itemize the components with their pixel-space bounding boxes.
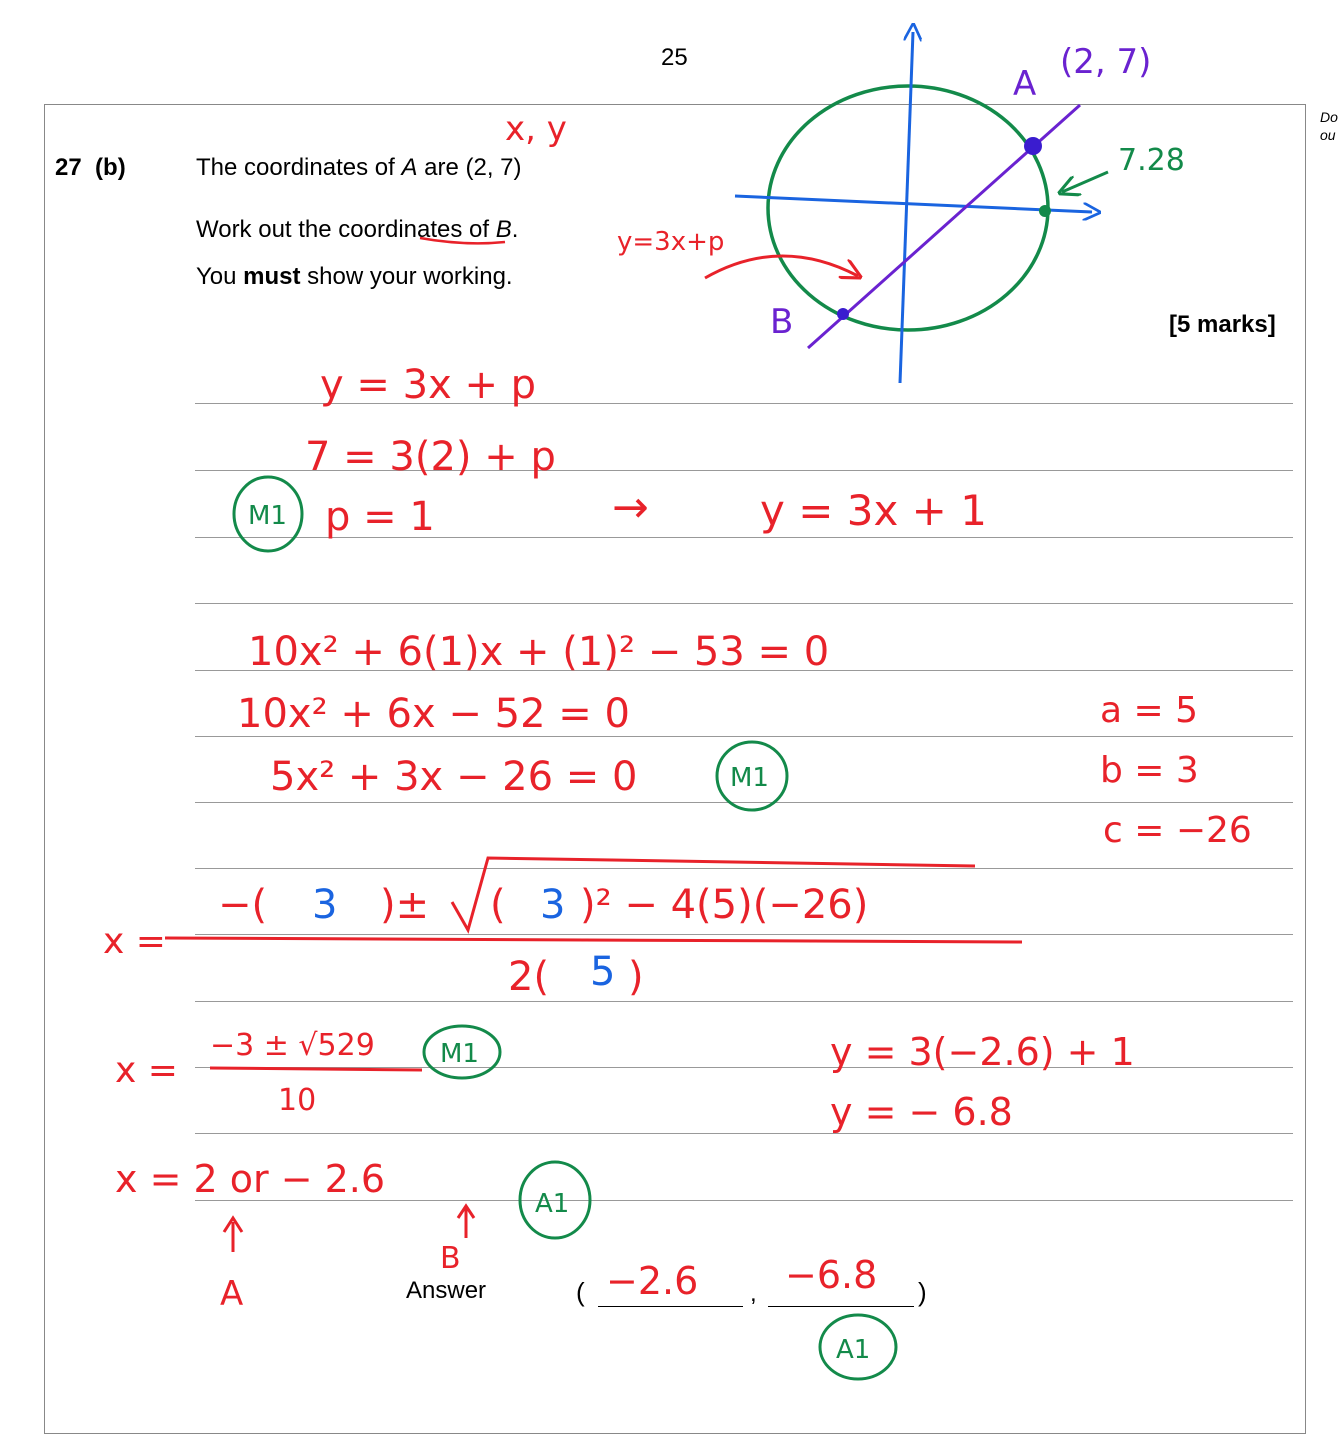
label-a-coords: (2, 7) — [1060, 42, 1152, 82]
qf-neg: −( — [218, 882, 268, 928]
page-number: 25 — [661, 44, 688, 71]
y-line-1: y = 3(−2.6) + 1 — [830, 1030, 1135, 1074]
point-b-dot — [837, 308, 849, 320]
qf-open: ( — [490, 882, 506, 928]
work-line-3b: y = 3x + 1 — [760, 486, 987, 535]
q2-post: . — [511, 216, 519, 243]
work-line-1: y = 3x + p — [320, 362, 537, 408]
work-line-6: 5x² + 3x − 26 = 0 — [270, 754, 638, 800]
answer-comma: , — [750, 1280, 757, 1307]
answer-x-value: −2.6 — [606, 1259, 699, 1303]
answer-label: Answer — [406, 1277, 487, 1304]
qf-pm: )± — [380, 882, 430, 928]
xy-note: x, y — [505, 109, 567, 149]
answer-open-paren: ( — [576, 1277, 585, 1307]
q2-var: B — [495, 216, 512, 243]
marks-label: [5 marks] — [1169, 311, 1276, 338]
mark-a1: A1 — [535, 1189, 570, 1219]
qf-fraction-bar — [165, 938, 1022, 942]
qf-3a: 3 — [312, 882, 338, 928]
margin-note-line2: ou — [1320, 127, 1336, 143]
qf-den1: 2( — [508, 954, 550, 1000]
answer-y-value: −6.8 — [785, 1253, 878, 1297]
qf-x: x = — [103, 921, 166, 962]
mark-m1: M1 — [248, 501, 287, 531]
q1-pre: The coordinates of — [196, 154, 402, 181]
margin-note-line1: Do — [1320, 109, 1338, 125]
mark-a1: A1 — [836, 1335, 871, 1365]
work-line-5: 10x² + 6x − 52 = 0 — [237, 691, 630, 737]
question-part: (b) — [95, 154, 126, 181]
qf-den5: 5 — [590, 949, 616, 995]
work-line-3: p = 1 — [325, 494, 435, 540]
label-a: A — [1013, 64, 1037, 104]
coef-b: b = 3 — [1100, 750, 1199, 791]
question-number-value: 27 — [55, 154, 82, 181]
qf-rest: )² − 4(5)(−26) — [580, 882, 869, 928]
coef-a: a = 5 — [1100, 690, 1199, 731]
intercept-label: 7.28 — [1118, 143, 1185, 178]
work-line-4: 10x² + 6(1)x + (1)² − 53 = 0 — [248, 629, 830, 675]
q2-pre: Work out the coordinates of — [196, 216, 496, 243]
annot-a: A — [220, 1274, 244, 1314]
underline-mark — [420, 238, 505, 243]
coef-c: c = −26 — [1103, 810, 1252, 851]
q1-var: A — [401, 154, 418, 181]
work-line-8-x: x = — [115, 1050, 178, 1091]
annot-b: B — [440, 1241, 461, 1276]
q3-post: show your working. — [300, 263, 513, 290]
work-line-8-den: 10 — [278, 1083, 317, 1118]
work-line-2: 7 = 3(2) + p — [305, 434, 556, 480]
x-axis-sketch — [735, 196, 1092, 212]
label-b: B — [770, 302, 794, 342]
mark-m1: M1 — [730, 763, 769, 793]
mark-m1: M1 — [440, 1039, 479, 1069]
q3-pre: You — [196, 263, 244, 290]
work-line-8-num: −3 ± √529 — [210, 1028, 375, 1063]
q3-bold: must — [243, 263, 301, 290]
frac-bar-8 — [210, 1068, 422, 1070]
point-a-dot — [1024, 137, 1042, 155]
work-arrow: → — [612, 482, 649, 533]
q1-post: are (2, 7) — [417, 154, 522, 181]
qf-den2: ) — [628, 954, 644, 1000]
intercept-arrow — [1062, 172, 1108, 192]
y-line-2: y = − 6.8 — [830, 1090, 1013, 1134]
line-eq-label: y=3x+p — [617, 227, 725, 257]
answer-close-paren: ) — [918, 1277, 927, 1307]
qf-3b: 3 — [540, 882, 566, 928]
intercept-dot — [1039, 205, 1051, 217]
work-line-9: x = 2 or − 2.6 — [115, 1157, 386, 1201]
